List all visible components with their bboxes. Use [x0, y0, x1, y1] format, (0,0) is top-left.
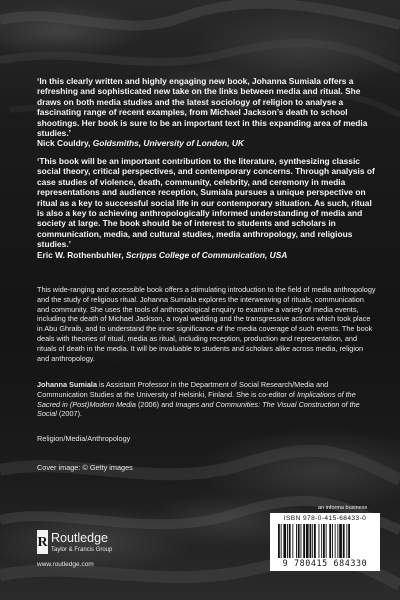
barcode-bar [289, 524, 291, 558]
quote-text: ‘In this clearly written and highly engaging new book, Johanna Sumiala offers a refreshing and sophisticated new take on the links between media and ritual. She draws on both media studies and the latest sociology of religion to analyse a fascinating range of recent examples, from Michael Jackson’s death to school shootings. Her book is sure to be an important text in this expanding area of media studies.’ [37, 76, 368, 139]
barcode-bar [287, 524, 288, 558]
barcode-bar [321, 524, 322, 558]
book-title: Images and Communities: The Visual Construction of the Social [37, 399, 360, 419]
barcode-bar [312, 524, 313, 558]
barcode-bar [314, 524, 316, 558]
author-name: Johanna Sumiala [37, 380, 98, 389]
bio-text: is Assistant Professor in the Department of Social Research/Media and Communication Studies at the University of Helsinki, Finland. She is co-editor of [37, 380, 329, 399]
quote-author-affiliation: Scripps College of Communication, USA [125, 249, 288, 260]
barcode-bar [339, 524, 342, 558]
barcode-bar [337, 524, 338, 558]
subject-category: Religion/Media/Anthropology [37, 434, 131, 443]
barcode-bar [332, 524, 333, 558]
barcode-bar [292, 524, 293, 558]
book-description: This wide-ranging and accessible book offers a stimulating introduction to the field of media anthropology and the study of religious ritual. Johanna Sumiala explores the interweaving of rituals, communication and community. She uses the tools of anthropological enquiry to examine a variety of media events, including the death of Michael Jackson, a royal wedding and the transgressive actions which took place in Abu Ghraib, and to understand the inner significance of the media coverage of such events. The book deals with theories of ritual, media as ritual, including reception, production and representation, and rituals of death in the media. It will be invaluable to students and scholars alike across media, religion and anthropology. [37, 285, 376, 363]
barcode-bar [319, 524, 320, 558]
quote-author [37, 250, 377, 260]
bio-text: (2007). [56, 409, 83, 419]
barcode-bar [323, 524, 325, 558]
isbn-number: ISBN 978-0-415-68433-0 [283, 515, 367, 522]
review-quote-1 [37, 76, 377, 149]
isbn-barcode [270, 513, 380, 571]
barcode-bar [306, 524, 309, 558]
author-bio [37, 380, 377, 419]
barcode-bar [298, 524, 300, 558]
barcode-bar [283, 524, 286, 558]
barcode-bars [278, 524, 372, 558]
quote-author-name: Eric W. Rothenbuhler, [37, 249, 124, 260]
review-quote-2 [37, 156, 377, 260]
barcode-bar [326, 524, 327, 558]
barcode-bar [348, 524, 350, 558]
publisher-group: Taylor & Francis Group [51, 547, 113, 553]
informa-tagline: an informa business [318, 505, 368, 511]
bio-text: (2006) and [135, 399, 176, 409]
barcode-digits: 9 780415 684330 [282, 558, 368, 568]
barcode-bar [296, 524, 297, 558]
barcode-bar [301, 524, 302, 558]
quote-author-name: Nick Couldry, [37, 138, 91, 149]
cover-image-credit: Cover image: © Getty images [37, 463, 133, 472]
barcode-bar [335, 524, 336, 558]
quote-author [37, 138, 377, 148]
barcode-bar [343, 524, 345, 558]
barcode-bar [346, 524, 347, 558]
barcode-bar [329, 524, 331, 558]
svg-text:R: R [37, 535, 48, 550]
quote-author-affiliation: Goldsmiths, University of London, UK [92, 138, 244, 149]
quote-text: ‘This book will be an important contribution to the literature, synthesizing classic social theory, critical perspectives, and contemporary concerns. Through analysis of case studies of violence, death, community, celebrity, and ceremony in media representations and audience reception, Sumiala pursues a unique perspective on ritual as a key to successful social life in our contemporary situation. As such, ritual is also a key to achieving anthropologically informed understanding of media and society at large. The book should be of interest to students and scholars in communication, media, and cultural studies, media anthropology, and religious studies.’ [37, 156, 375, 250]
barcode-bar [303, 524, 305, 558]
book-title: Implications of the Sacred in (Post)Modern Media [37, 389, 356, 409]
barcode-bar [278, 524, 280, 558]
publisher-name: Routledge [51, 531, 108, 545]
barcode-bar [281, 524, 282, 558]
publisher-website: www.routledge.com [37, 561, 94, 568]
routledge-r-icon [37, 530, 48, 554]
barcode-bar [310, 524, 312, 558]
